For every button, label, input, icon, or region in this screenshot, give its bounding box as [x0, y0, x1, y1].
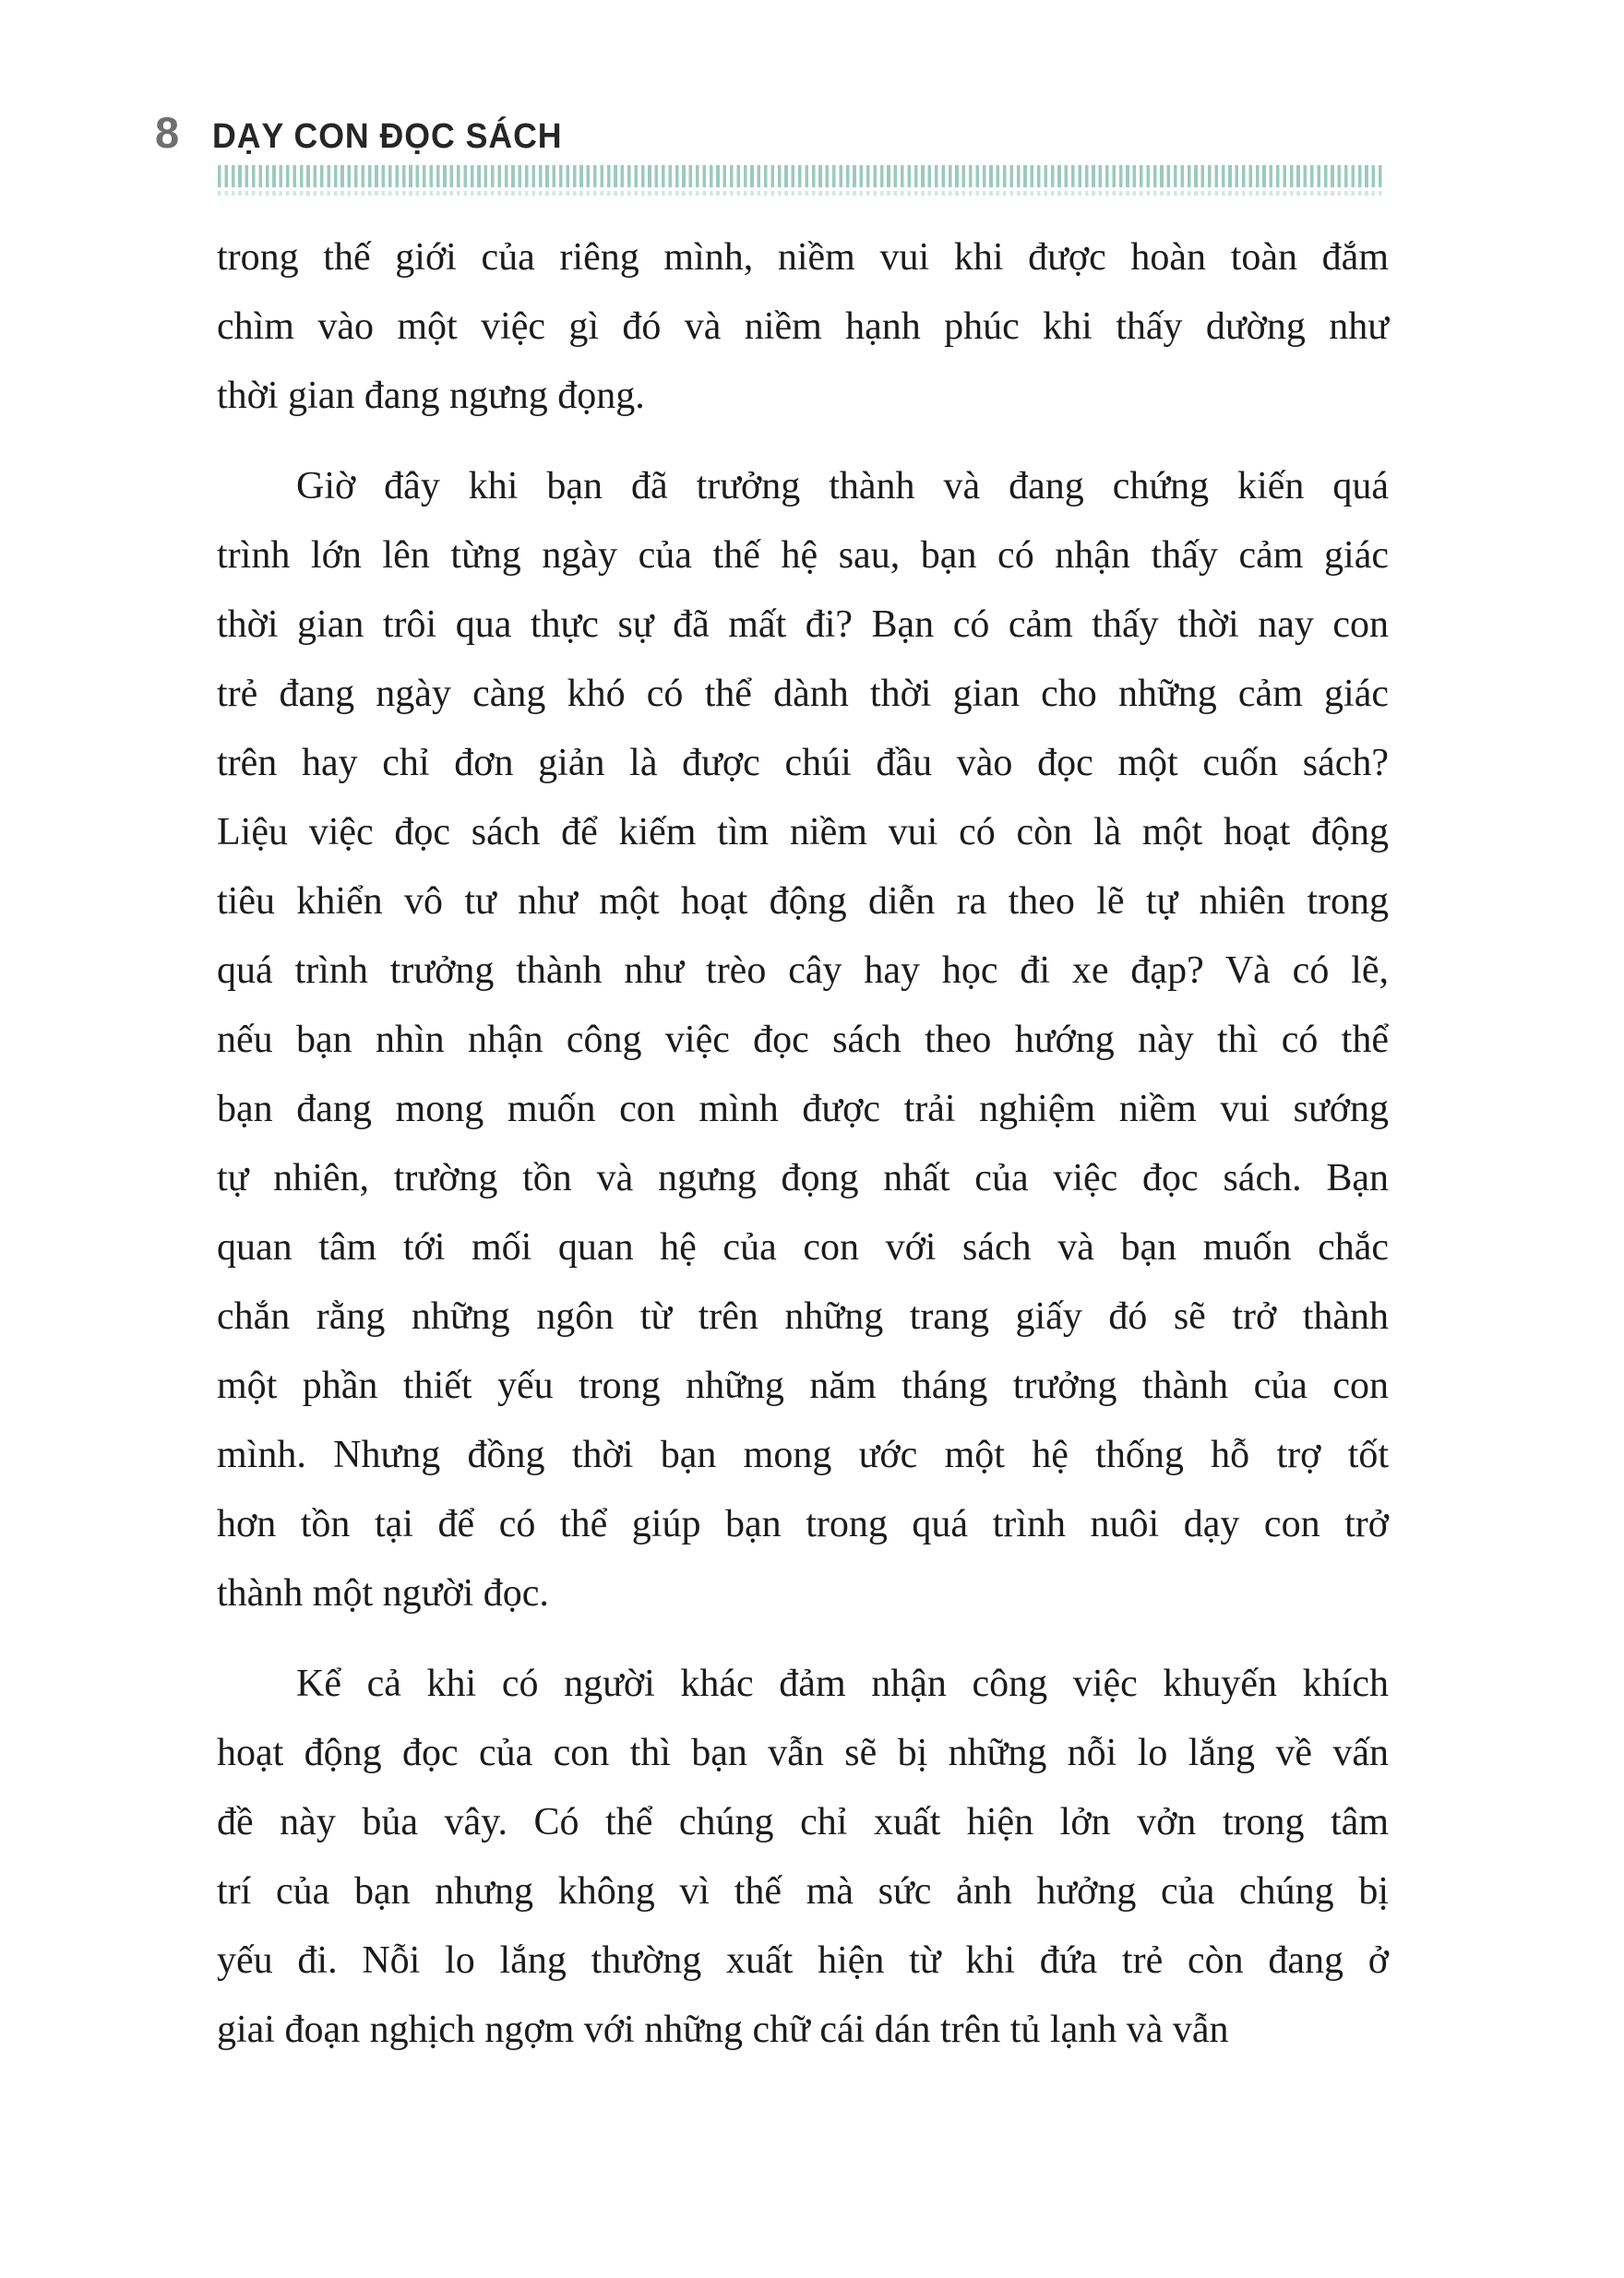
- running-head-title: DẠY CON ĐỌC SÁCH: [212, 117, 563, 156]
- decorative-striped-rule-shadow: [218, 191, 1382, 196]
- text-line: chìm vào một việc gì đó và niềm hạnh phúc khi thấy dường như: [217, 305, 1389, 348]
- text-line: chắn rằng những ngôn từ trên những trang giấy đó sẽ trở thành: [217, 1295, 1389, 1338]
- text-line: mình. Nhưng đồng thời bạn mong ước một hệ thống hỗ trợ tốt: [217, 1434, 1389, 1476]
- page-body: [217, 223, 1389, 2065]
- text-line: trình lớn lên từng ngày của thế hệ sau, bạn có nhận thấy cảm giác: [217, 534, 1389, 577]
- paragraph: [217, 452, 1389, 1628]
- text-line: trí của bạn nhưng không vì thế mà sức ảnh hưởng của chúng bị: [217, 1870, 1389, 1913]
- running-head: [155, 108, 585, 157]
- decorative-striped-rule: [218, 165, 1382, 187]
- text-line: tiêu khiển vô tư như một hoạt động diễn ra theo lẽ tự nhiên trong: [217, 880, 1389, 923]
- text-line: thời gian trôi qua thực sự đã mất đi? Bạn có cảm thấy thời nay con: [217, 603, 1389, 646]
- text-line: quá trình trưởng thành như trèo cây hay học đi xe đạp? Và có lẽ,: [217, 949, 1389, 992]
- text-line: nếu bạn nhìn nhận công việc đọc sách theo hướng này thì có thể: [217, 1019, 1389, 1061]
- page-number: 8: [155, 108, 180, 157]
- text-line: trẻ đang ngày càng khó có thể dành thời gian cho những cảm giác: [217, 673, 1389, 715]
- paragraph: [217, 1650, 1389, 2065]
- text-line: yếu đi. Nỗi lo lắng thường xuất hiện từ khi đứa trẻ còn đang ở: [217, 1939, 1389, 1982]
- text-line: đề này bủa vây. Có thể chúng chỉ xuất hiện lởn vởn trong tâm: [217, 1801, 1389, 1843]
- paragraph: [217, 223, 1389, 431]
- text-line: Giờ đây khi bạn đã trưởng thành và đang chứng kiến quá: [296, 465, 1389, 507]
- text-line: giai đoạn nghịch ngợm với những chữ cái dán trên tủ lạnh và vẫn: [217, 2009, 1229, 2051]
- text-line: Kể cả khi có người khác đảm nhận công việc khuyến khích: [296, 1663, 1389, 1705]
- text-line: một phần thiết yếu trong những năm tháng trưởng thành của con: [217, 1365, 1389, 1407]
- text-line: thời gian đang ngưng đọng.: [217, 375, 645, 417]
- text-line: trên hay chỉ đơn giản là được chúi đầu vào đọc một cuốn sách?: [217, 742, 1389, 784]
- text-line: tự nhiên, trường tồn và ngưng đọng nhất của việc đọc sách. Bạn: [217, 1157, 1389, 1199]
- text-line: hoạt động đọc của con thì bạn vẫn sẽ bị những nỗi lo lắng về vấn: [217, 1732, 1389, 1774]
- text-line: Liệu việc đọc sách để kiếm tìm niềm vui có còn là một hoạt động: [217, 811, 1389, 853]
- text-line: quan tâm tới mối quan hệ của con với sách và bạn muốn chắc: [217, 1226, 1389, 1269]
- text-line: thành một người đọc.: [217, 1572, 549, 1615]
- text-line: trong thế giới của riêng mình, niềm vui khi được hoàn toàn đắm: [217, 236, 1389, 279]
- text-line: bạn đang mong muốn con mình được trải nghiệm niềm vui sướng: [217, 1088, 1389, 1130]
- text-line: hơn tồn tại để có thể giúp bạn trong quá trình nuôi dạy con trở: [217, 1503, 1389, 1545]
